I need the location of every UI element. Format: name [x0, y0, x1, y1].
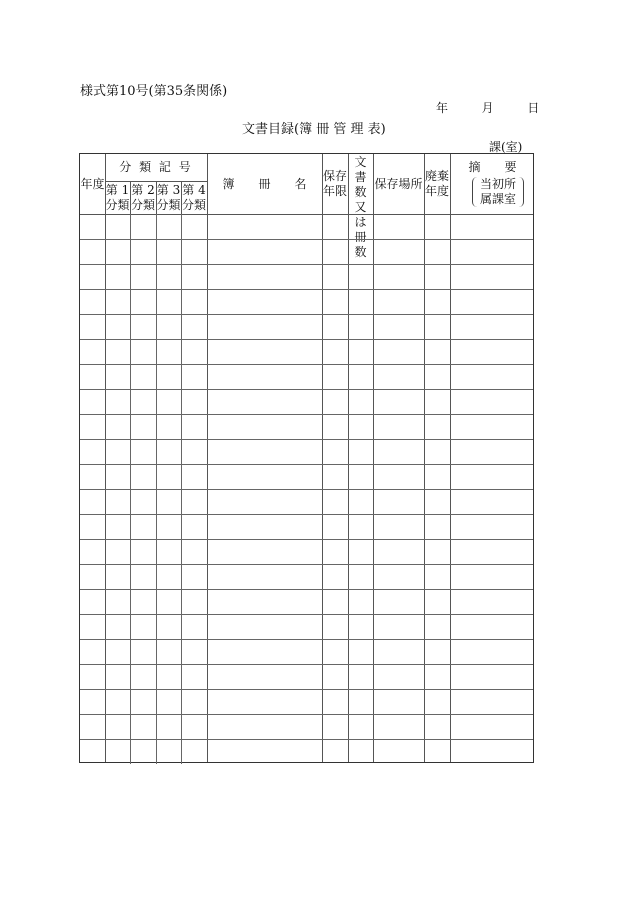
table-row	[80, 689, 533, 690]
col-line	[322, 154, 323, 762]
count-top: 文 書	[354, 155, 367, 184]
col-header-count	[348, 155, 373, 260]
table-row	[80, 414, 533, 415]
col-line	[373, 154, 374, 762]
table-row	[80, 339, 533, 340]
table-row	[80, 589, 533, 590]
table-row	[80, 614, 533, 615]
col-header-location: 保存場所	[374, 177, 423, 191]
date-line	[436, 99, 539, 116]
ledger-table	[79, 153, 534, 763]
table-row	[80, 389, 533, 390]
table-row	[80, 314, 533, 315]
sub3-bottom: 分類	[156, 198, 181, 212]
summary-note-top: 当初所	[479, 177, 516, 191]
table-row	[80, 639, 533, 640]
table-row	[80, 264, 533, 265]
table-row	[80, 364, 533, 365]
form-number: 様式第10号(第35条関係)	[80, 84, 228, 99]
table-row	[80, 664, 533, 665]
table-row	[80, 514, 533, 515]
retention-bottom: 年限	[322, 184, 347, 198]
table-row	[80, 564, 533, 565]
date-year-label: 年	[436, 101, 449, 115]
table-row	[80, 439, 533, 440]
table-row	[80, 289, 533, 290]
date-day-label: 日	[527, 101, 540, 115]
table-row	[80, 464, 533, 465]
col-line	[424, 154, 425, 762]
col-header-sub2	[130, 183, 156, 213]
summary-note-bottom: 属課室	[479, 192, 516, 206]
department-label: 課(室)	[489, 140, 523, 154]
table-row	[80, 739, 533, 740]
col-header-ledger-name: 簿 冊 名	[222, 177, 307, 191]
count-mid2: は 冊	[354, 215, 367, 244]
col-header-year: 年度	[80, 177, 105, 191]
col-line	[450, 154, 451, 762]
count-bottom: 数	[354, 245, 367, 259]
count-mid: 数 又	[354, 185, 367, 214]
sub1-bottom: 分類	[105, 198, 130, 212]
document-title: 文書目録(簿 冊 管 理 表)	[242, 122, 386, 137]
disposal-top: 廃棄	[424, 169, 449, 183]
sub4-bottom: 分類	[181, 198, 206, 212]
table-row	[80, 539, 533, 540]
disposal-bottom: 年度	[424, 184, 449, 198]
col-header-summary: 摘 要	[468, 160, 517, 174]
col-header-sub1	[105, 183, 130, 213]
col-line	[105, 154, 106, 762]
col-line	[181, 214, 182, 764]
retention-top: 保存	[322, 169, 347, 183]
col-line	[130, 214, 131, 764]
sub4-top: 第 4	[182, 183, 206, 197]
sub3-top: 第 3	[156, 183, 181, 197]
table-row	[80, 239, 533, 240]
col-line	[156, 214, 157, 764]
col-line	[207, 154, 208, 762]
col-header-sub3	[156, 183, 181, 213]
table-row	[80, 714, 533, 715]
table-row	[80, 489, 533, 490]
sub1-top: 第 1	[105, 183, 130, 197]
summary-note	[472, 177, 524, 207]
col-header-retention	[322, 169, 348, 199]
sub2-bottom: 分類	[130, 198, 155, 212]
col-header-disposal	[424, 169, 450, 199]
col-header-classification: 分 類 記 号	[119, 160, 193, 174]
col-header-sub4	[181, 183, 207, 213]
header-divider	[80, 214, 533, 215]
sub2-top: 第 2	[131, 183, 155, 197]
date-month-label: 月	[481, 101, 494, 115]
